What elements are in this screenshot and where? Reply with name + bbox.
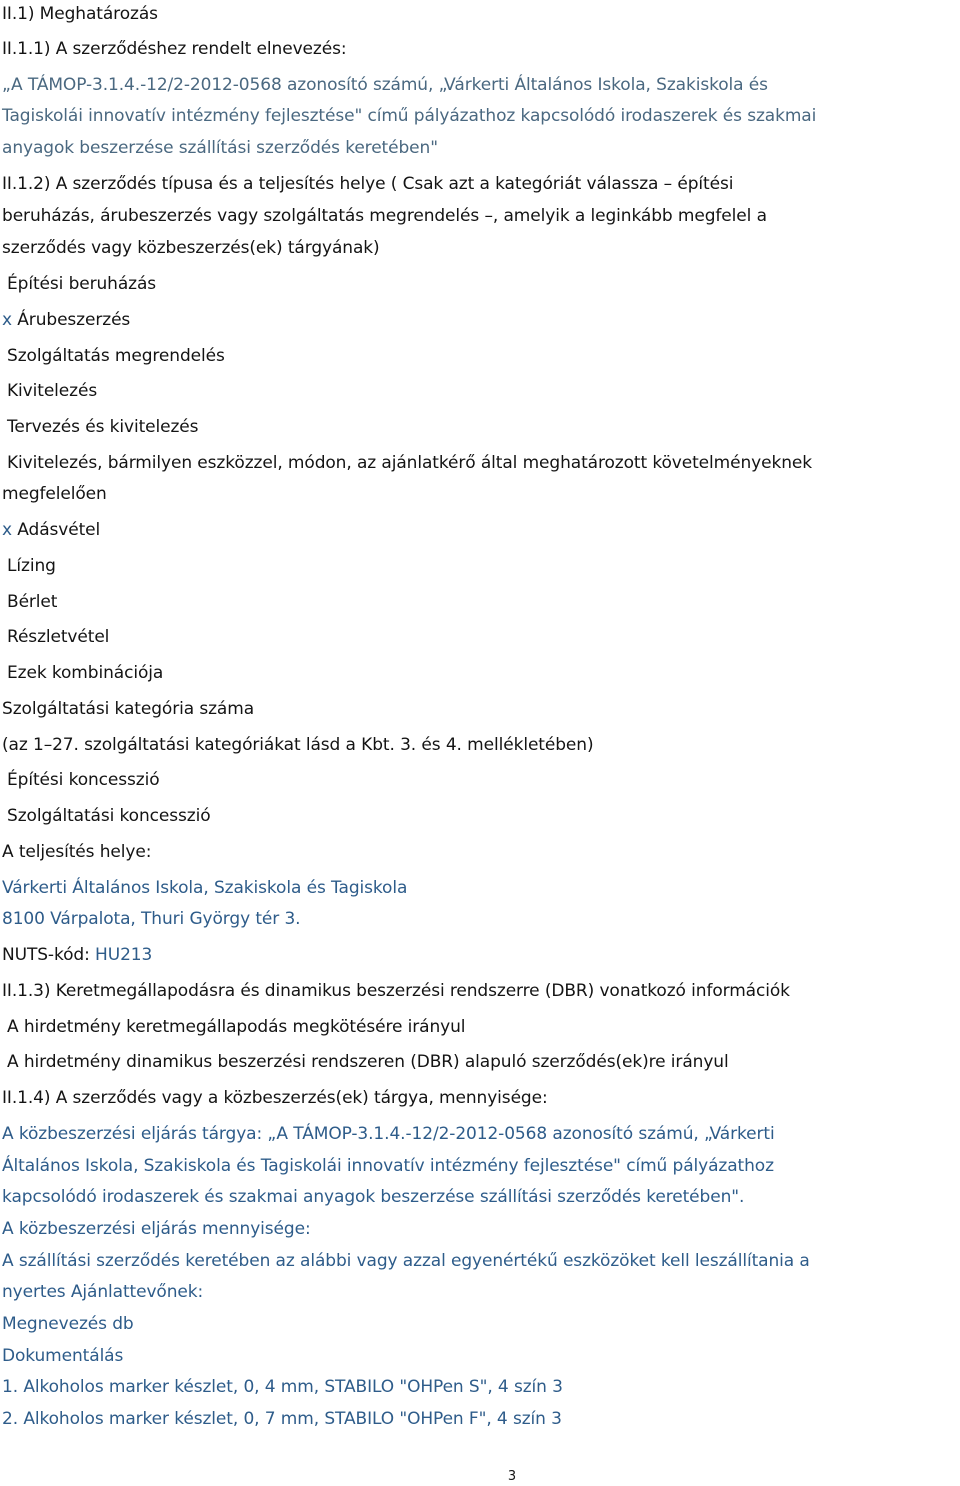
nuts-label: NUTS-kód:: [2, 945, 96, 965]
option-item: Építési beruházás: [7, 274, 157, 294]
option-item-selected: [2, 308, 130, 332]
paragraph-line: (az 1–27. szolgáltatási kategóriákat lásd a Kbt. 3. és 4. mellékletében): [2, 735, 594, 755]
list-item: 2. Alkoholos marker készlet, 0, 7 mm, STABILO "OHPen F", 4 szín 3: [2, 1409, 562, 1429]
option-item: Építési koncesszió: [7, 770, 160, 790]
subject-line: kapcsolódó irodaszerek és szakmai anyagok beszerzése szállítási szerződés keretében".: [2, 1187, 745, 1207]
option-item: Részletvétel: [7, 627, 110, 647]
paragraph-line: szerződés vagy közbeszerzés(ek) tárgyának): [2, 238, 380, 258]
option-item: Kivitelezés: [7, 381, 98, 401]
option-item: Szolgáltatás megrendelés: [7, 346, 225, 366]
option-item: Szolgáltatási koncesszió: [7, 806, 211, 826]
contract-title-line: Tagiskolái innovatív intézmény fejlesztése" című pályázathoz kapcsolódó irodaszerek és szakmai: [2, 106, 817, 126]
paragraph-line: Szolgáltatási kategória száma: [2, 699, 255, 719]
nuts-value: HU213: [95, 945, 153, 965]
paragraph-line: beruházás, árubeszerzés vagy szolgáltatás megrendelés –, amelyik a leginkább megfelel a: [2, 206, 767, 226]
selected-mark: x: [2, 520, 12, 540]
page-number: 3: [507, 1469, 517, 1484]
option-item: Ezek kombinációja: [7, 663, 164, 683]
option-label: Árubeszerzés: [17, 310, 131, 330]
subsection-heading: II.1.2) A szerződés típusa és a teljesítés helye ( Csak azt a kategóriát válassza – építési: [2, 174, 734, 194]
section-heading: II.1) Meghatározás: [2, 4, 158, 24]
quantity-line: A szállítási szerződés keretében az alábbi vagy azzal egyenértékű eszközöket kell leszállítania a: [2, 1251, 810, 1271]
selected-mark: x: [2, 310, 12, 330]
option-item: A hirdetmény dinamikus beszerzési rendszeren (DBR) alapuló szerződés(ek)re irányul: [7, 1052, 729, 1072]
subject-line: A közbeszerzési eljárás tárgya: „A TÁMOP-3.1.4.-12/2-2012-0568 azonosító számú, „Várkerti: [2, 1124, 775, 1144]
list-item: 1. Alkoholos marker készlet, 0, 4 mm, STABILO "OHPen S", 4 szín 3: [2, 1377, 563, 1397]
option-item: Bérlet: [7, 592, 58, 612]
option-item-continued: megfelelően: [2, 484, 107, 504]
field-label: A teljesítés helye:: [2, 842, 152, 862]
quantity-label: A közbeszerzési eljárás mennyisége:: [2, 1219, 311, 1239]
option-item: Kivitelezés, bármilyen eszközzel, módon, az ajánlatkérő által meghatározott követelményeknek: [7, 453, 812, 473]
subsection-heading: II.1.3) Keretmegállapodásra és dinamikus beszerzési rendszerre (DBR) vonatkozó információk: [2, 981, 790, 1001]
subsection-heading: II.1.4) A szerződés vagy a közbeszerzés(ek) tárgya, mennyisége:: [2, 1088, 548, 1108]
quantity-line: nyertes Ajánlattevőnek:: [2, 1282, 204, 1302]
place-of-performance: Várkerti Általános Iskola, Szakiskola és Tagiskola: [2, 878, 408, 898]
option-item: Lízing: [7, 556, 56, 576]
option-item-selected: [2, 518, 100, 542]
table-header: Dokumentálás: [2, 1346, 124, 1366]
nuts-code: [2, 943, 152, 967]
subject-line: Általános Iskola, Szakiskola és Tagiskolái innovatív intézmény fejlesztése" című pályázathoz: [2, 1156, 774, 1176]
option-item: Tervezés és kivitelezés: [7, 417, 199, 437]
option-item: A hirdetmény keretmegállapodás megkötésére irányul: [7, 1017, 466, 1037]
table-header: Megnevezés db: [2, 1314, 134, 1334]
contract-title-line: anyagok beszerzése szállítási szerződés keretében": [2, 138, 438, 158]
contract-title-line: „A TÁMOP-3.1.4.-12/2-2012-0568 azonosító számú, „Várkerti Általános Iskola, Szakiskola és: [2, 75, 768, 95]
subsection-heading: II.1.1) A szerződéshez rendelt elnevezés:: [2, 39, 347, 59]
address: 8100 Várpalota, Thuri György tér 3.: [2, 909, 301, 929]
option-label: Adásvétel: [17, 520, 101, 540]
